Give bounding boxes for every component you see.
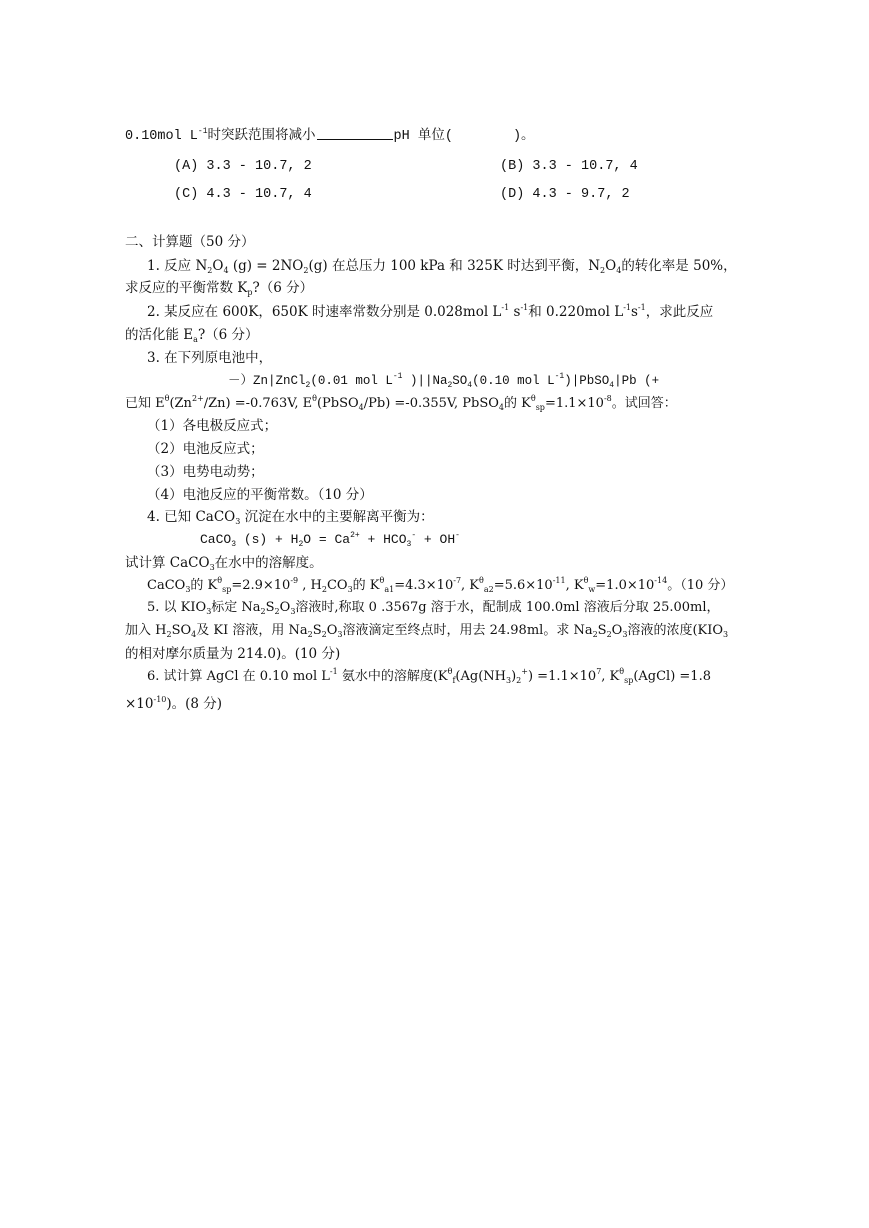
text-run: 的 K bbox=[504, 396, 531, 411]
text-run: 5. 以 KIO bbox=[147, 600, 207, 615]
q4-constants bbox=[147, 576, 733, 596]
text-run: 溶液滴定至终点时，用去 24.98ml。求 Na bbox=[342, 623, 593, 638]
superscript: -9 bbox=[290, 576, 299, 585]
subscript: 3 bbox=[406, 540, 412, 549]
text-run: (g) = 2NO bbox=[228, 258, 304, 274]
text-run: 的转化率是 50%， bbox=[621, 258, 737, 274]
subscript: 2 bbox=[600, 266, 606, 275]
superscript: -1 bbox=[554, 372, 565, 381]
text-run: 在水中的溶解度。 bbox=[214, 555, 323, 571]
subscript: 2 bbox=[303, 266, 309, 275]
text-run: 及 KI 溶液，用 Na bbox=[196, 623, 308, 638]
question-tail-line bbox=[125, 127, 535, 147]
q3-item-4: （4）电池反应的平衡常数。（10 分） bbox=[147, 487, 373, 503]
text-run: 时突跃范围将减小 bbox=[207, 129, 316, 144]
text-run: , K bbox=[461, 578, 480, 593]
subscript: 2 bbox=[321, 585, 327, 594]
q3-line1: 3. 在下列原电池中， bbox=[147, 350, 273, 366]
subscript: 3 bbox=[290, 607, 296, 616]
superscript: θ bbox=[164, 394, 170, 403]
q6-line1 bbox=[147, 667, 711, 687]
subscript: 3 bbox=[337, 630, 343, 639]
text-run: + HCO bbox=[359, 532, 407, 547]
subscript: 4 bbox=[358, 403, 364, 412]
text-run: 溶液的浓度(KIO bbox=[627, 623, 724, 638]
text-run: 的活化能 E bbox=[125, 327, 194, 343]
text-run: (Ag(NH bbox=[455, 669, 506, 684]
q1-line1 bbox=[147, 256, 737, 276]
superscript: -1 bbox=[501, 303, 510, 312]
text-run: (AgCl) =1.8 bbox=[633, 669, 711, 684]
superscript: θ bbox=[379, 576, 385, 585]
text-run: (s) + H bbox=[236, 532, 299, 547]
subscript: f bbox=[452, 676, 456, 685]
subscript: 3 bbox=[185, 585, 191, 594]
text-run: =1.1×10 bbox=[544, 396, 604, 411]
q4-equation bbox=[200, 530, 460, 550]
text-run: O bbox=[605, 258, 617, 274]
q2-line2 bbox=[125, 325, 259, 345]
text-run: ) bbox=[511, 669, 517, 684]
text-run: ) =1.1×10 bbox=[527, 669, 597, 684]
option-c: (C) 4.3 - 10.7, 4 bbox=[174, 187, 312, 202]
subscript: 2 bbox=[447, 381, 453, 390]
text-run: 求反应的平衡常数 K bbox=[125, 280, 248, 296]
text-run: 6. 试计算 AgCl 在 0.10 mol L bbox=[147, 669, 330, 684]
superscript: + bbox=[521, 667, 528, 676]
text-run: 加入 H bbox=[125, 623, 167, 638]
text-run: )。 bbox=[512, 129, 535, 144]
superscript: -1 bbox=[520, 303, 529, 312]
q3-known-values bbox=[125, 394, 677, 414]
text-run: |Pb (+ bbox=[614, 374, 660, 388]
text-run: ×10 bbox=[125, 696, 154, 712]
subscript: 4 bbox=[467, 381, 473, 390]
text-run: (g) 在总压力 100 kPa 和 325K 时达到平衡，N bbox=[308, 258, 601, 274]
superscript: 7 bbox=[596, 667, 602, 676]
text-run: =4.3×10 bbox=[394, 578, 454, 593]
text-run: －）Zn|ZnCl bbox=[228, 374, 306, 388]
text-run: + OH bbox=[416, 532, 456, 547]
subscript: 3 bbox=[622, 630, 628, 639]
text-run: O bbox=[212, 258, 224, 274]
text-run: 。（10 分） bbox=[667, 578, 734, 593]
subscript: p bbox=[247, 288, 253, 297]
text-run: CO bbox=[326, 578, 348, 593]
text-run: 沉淀在水中的主要解离平衡为： bbox=[240, 509, 434, 525]
superscript: θ bbox=[619, 667, 625, 676]
text-run: )|PbSO bbox=[564, 374, 610, 388]
text-run: s bbox=[630, 304, 638, 320]
superscript: - bbox=[455, 531, 460, 540]
subscript: w bbox=[588, 585, 596, 594]
subscript: 4 bbox=[223, 266, 229, 275]
text-run: O bbox=[279, 600, 291, 615]
text-run: )||Na bbox=[402, 374, 448, 388]
subscript: 2 bbox=[606, 630, 612, 639]
text-run: ，求此反应 bbox=[645, 304, 714, 320]
text-run: S bbox=[597, 623, 607, 638]
text-run: 氨水中的溶解度(K bbox=[337, 669, 448, 684]
text-run: 0.10mol L bbox=[125, 129, 198, 144]
text-run: (0.10 mol L bbox=[472, 374, 555, 388]
text-run: =5.6×10 bbox=[493, 578, 553, 593]
text-run: CaCO bbox=[147, 578, 186, 593]
subscript: 2 bbox=[274, 607, 280, 616]
text-run: 1. 反应 N bbox=[147, 258, 208, 274]
q4-line1 bbox=[147, 507, 434, 527]
q5-line2 bbox=[125, 621, 728, 641]
text-run: 的 K bbox=[190, 578, 218, 593]
subscript: 2 bbox=[260, 607, 266, 616]
subscript: 2 bbox=[298, 540, 304, 549]
subscript: 3 bbox=[206, 607, 212, 616]
subscript: 2 bbox=[516, 676, 522, 685]
superscript: -1 bbox=[197, 127, 208, 136]
subscript: a1 bbox=[384, 585, 395, 594]
option-b: (B) 3.3 - 10.7, 4 bbox=[500, 159, 638, 174]
superscript: -1 bbox=[329, 667, 338, 676]
subscript: 3 bbox=[235, 517, 241, 526]
subscript: 2 bbox=[305, 381, 311, 390]
subscript: sp bbox=[222, 585, 232, 594]
section-heading: 二、计算题（50 分） bbox=[125, 234, 255, 250]
q5-line1 bbox=[147, 598, 720, 618]
text-run: O bbox=[611, 623, 623, 638]
text-run: 标定 Na bbox=[211, 600, 261, 615]
text-run: , K bbox=[601, 669, 620, 684]
option-d: (D) 4.3 - 9.7, 2 bbox=[500, 187, 630, 202]
subscript: a bbox=[193, 335, 198, 344]
text-run: /Pb) =-0.355V, PbSO bbox=[363, 396, 499, 411]
text-run: )。(8 分) bbox=[166, 696, 223, 712]
subscript: 3 bbox=[347, 585, 353, 594]
q4-line3 bbox=[125, 553, 323, 573]
text-run: 溶液时,称取 0 .3567g 溶于水，配制成 100.0ml 溶液后分取 25.00ml， bbox=[295, 600, 720, 615]
text-run: O bbox=[326, 623, 338, 638]
subscript: 2 bbox=[307, 630, 313, 639]
q2-line1 bbox=[147, 302, 713, 322]
subscript: 2 bbox=[321, 630, 327, 639]
q3-item-3: （3）电势电动势； bbox=[147, 464, 264, 480]
superscript: -1 bbox=[392, 372, 403, 381]
subscript: 4 bbox=[191, 630, 197, 639]
text-run: /Zn) =-0.763V, E bbox=[203, 396, 313, 411]
subscript: 3 bbox=[231, 540, 237, 549]
subscript: 2 bbox=[166, 630, 172, 639]
text-run: 4. 已知 CaCO bbox=[147, 509, 236, 525]
text-run: ?（6 分） bbox=[252, 280, 314, 296]
text-run: 的 K bbox=[352, 578, 380, 593]
text-run: 已知 E bbox=[125, 396, 165, 411]
answer-blank[interactable] bbox=[317, 127, 393, 140]
text-run: SO bbox=[452, 374, 468, 388]
subscript: 4 bbox=[498, 403, 505, 412]
q3-item-1: （1）各电极反应式； bbox=[147, 418, 278, 434]
superscript: 2+ bbox=[350, 531, 360, 540]
text-run: O = Ca bbox=[303, 532, 351, 547]
q5-line3: 的相对摩尔质量为 214.0)。(10 分) bbox=[125, 646, 341, 662]
q3-item-2: （2）电池反应式； bbox=[147, 441, 264, 457]
subscript: sp bbox=[624, 676, 634, 685]
text-run: CaCO bbox=[200, 532, 232, 547]
superscript: θ bbox=[447, 667, 453, 676]
superscript: θ bbox=[530, 394, 536, 403]
text-run: =1.0×10 bbox=[595, 578, 655, 593]
superscript: -10 bbox=[153, 695, 167, 704]
text-run: (PbSO bbox=[316, 396, 359, 411]
superscript: 2+ bbox=[191, 394, 204, 403]
subscript: sp bbox=[535, 403, 545, 412]
superscript: -1 bbox=[637, 303, 646, 312]
text-run: S bbox=[265, 600, 275, 615]
superscript: θ bbox=[583, 576, 589, 585]
superscript: - bbox=[411, 531, 417, 540]
text-run: 试计算 CaCO bbox=[125, 555, 210, 571]
text-run: 。试回答： bbox=[611, 396, 677, 411]
text-run: 2. 某反应在 600K，650K 时速率常数分别是 0.028mol L bbox=[147, 304, 502, 320]
subscript: 3 bbox=[506, 676, 512, 685]
subscript: 2 bbox=[207, 266, 213, 275]
text-run: s bbox=[509, 304, 521, 320]
superscript: θ bbox=[217, 576, 223, 585]
superscript: θ bbox=[312, 394, 317, 403]
q6-line2 bbox=[125, 694, 222, 714]
subscript: a2 bbox=[483, 585, 494, 594]
text-run: SO bbox=[171, 623, 192, 638]
superscript: -7 bbox=[453, 576, 462, 585]
text-run: (Zn bbox=[169, 396, 192, 411]
text-run: S bbox=[312, 623, 322, 638]
text-run: , K bbox=[565, 578, 584, 593]
subscript: 2 bbox=[592, 630, 598, 639]
q1-line2 bbox=[125, 278, 313, 298]
text-run: =2.9×10 bbox=[231, 578, 291, 593]
text-run: ?（6 分） bbox=[197, 327, 259, 343]
superscript: -8 bbox=[603, 394, 612, 403]
superscript: -1 bbox=[623, 303, 631, 312]
text-run: , H bbox=[298, 578, 322, 593]
subscript: 3 bbox=[209, 563, 215, 572]
text-run: 和 0.220mol L bbox=[528, 304, 624, 320]
superscript: -11 bbox=[552, 576, 566, 585]
subscript: 4 bbox=[609, 381, 615, 390]
text-run: pH 单位( bbox=[393, 129, 453, 144]
q3-cell-notation bbox=[228, 371, 659, 391]
superscript: θ bbox=[479, 576, 484, 585]
text-run: (0.01 mol L bbox=[310, 374, 393, 388]
option-a: (A) 3.3 - 10.7, 2 bbox=[174, 159, 312, 174]
subscript: 4 bbox=[616, 266, 622, 275]
subscript: 3 bbox=[723, 630, 729, 639]
superscript: -14 bbox=[654, 576, 668, 585]
